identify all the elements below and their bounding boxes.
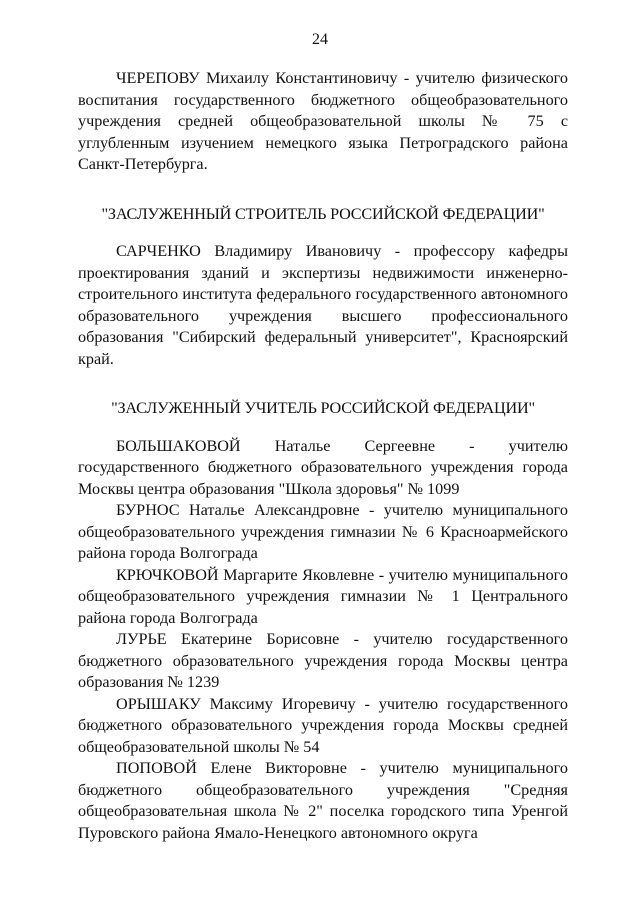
section-heading-builder: "ЗАСЛУЖЕННЫЙ СТРОИТЕЛЬ РОССИЙСКОЙ ФЕДЕРАЦИИ" (101, 204, 545, 223)
award-entry-sarchenko: САРЧЕНКО Владимиру Ивановичу - профессору кафедры проектирования зданий и экспертизы недвижимости инженерно-строительного института федерального государственного автономного образовательного учреждения высшего профессионального образования "Сибирский федеральный университет", Красноярский край. (78, 242, 568, 368)
document-body (78, 68, 568, 844)
award-entry-bolshakova: БОЛЬШАКОВОЙ Наталье Сергеевне - учителю государственного бюджетного образовательного учреждения города Москвы центра образования "Школа здоровья" № 1099 (78, 436, 568, 498)
award-entry-kryuchkova: КРЮЧКОВОЙ Маргарите Яковлевне - учителю муниципального общеобразовательного учреждения гимназии № 1 Центрального района города Волгограда (78, 565, 568, 627)
award-entry-popova: ПОПОВОЙ Елене Викторовне - учителю муниципального бюджетного общеобразовательного учреждения "Средняя общеобразовательная школа № 2" поселка городского типа Уренгой Пуровского района Ямало-Ненецкого автономного округа (78, 759, 568, 842)
award-entry-cherepov: ЧЕРЕПОВУ Михаилу Константиновичу - учителю физического воспитания государственного бюджетного общеобразовательного учреждения средней общеобразовательной школы № 75 с углубленным изучением немецкого языка Петроградского района Санкт-Петербурга. (78, 69, 568, 173)
award-entry-oryshak: ОРЫШАКУ Максиму Игоревичу - учителю государственного бюджетного образовательного учреждения города Москвы средней общеобразовательной школы № 54 (78, 694, 568, 756)
page-number: 24 (312, 31, 328, 48)
award-entry-burnos: БУРНОС Наталье Александровне - учителю муниципального общеобразовательного учреждения гимназии № 6 Красноармейского района города Волгограда (78, 501, 568, 562)
section-heading-teacher: "ЗАСЛУЖЕННЫЙ УЧИТЕЛЬ РОССИЙСКОЙ ФЕДЕРАЦИИ" (111, 399, 535, 417)
award-entry-lurie: ЛУРЬЕ Екатерине Борисовне - учителю государственного бюджетного образовательного учреждения города Москвы центра образования № 1239 (78, 630, 568, 691)
